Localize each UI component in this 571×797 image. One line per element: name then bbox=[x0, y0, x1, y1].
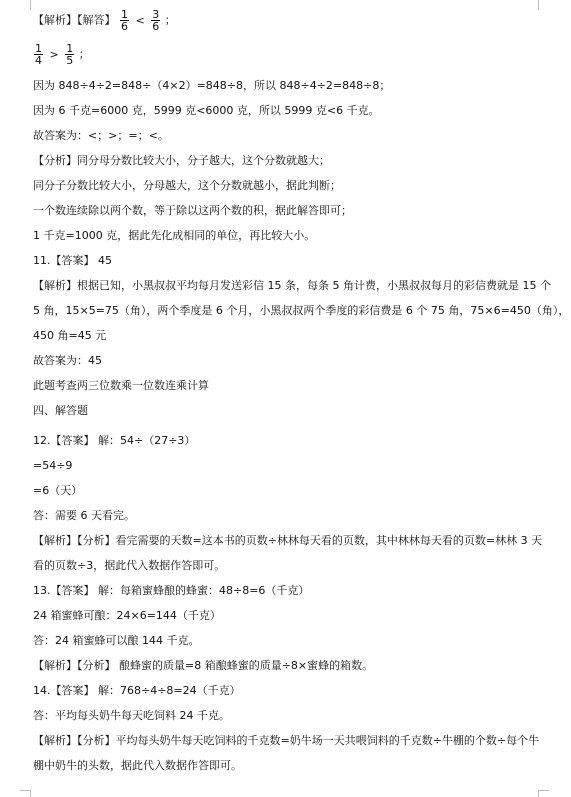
text-line: 【解析】根据已知，小黑叔叔平均每月发送彩信 15 条，每条 5 角计费，小黑叔叔每月的彩信费就是 15 个 bbox=[33, 279, 551, 292]
text-line: 此题考查两三位数乘一位数连乘计算 bbox=[33, 379, 209, 392]
page-corner-mark bbox=[538, 0, 549, 10]
text-line: 24 箱蜜蜂可酿：24×6=144（千克） bbox=[33, 609, 221, 622]
text-line: 看的页数÷3，据此代入数据作答即可。 bbox=[33, 559, 226, 572]
text-line: 一个数连续除以两个数，等于除以这两个数的积，据此解答即可； bbox=[33, 204, 352, 217]
text-line: 同分子分数比较大小，分母越大，这个分数就越小，据此判断； bbox=[33, 179, 341, 192]
compare-operator: > bbox=[49, 47, 59, 61]
text-line: 5 角，15×5=75（角），两个季度是 6 个月，小黑叔叔两个季度的彩信费是 6 个 75 角，75×6=450（角）， bbox=[33, 304, 570, 317]
compare-operator: < bbox=[135, 13, 145, 27]
text-line: 因为 6 千克=6000 克，5999 克<6000 克，所以 5999 克<6 千克。 bbox=[33, 104, 380, 117]
question-answer-heading: 12.【答案】 解：54÷（27÷3） bbox=[33, 434, 196, 447]
text-line: 【解析】【分析】平均每头奶牛每天吃饲料的千克数=奶牛场一天共喂饲料的千克数÷牛棚的个数÷每个牛 bbox=[33, 734, 540, 747]
text-line: 因为 848÷4÷2=848÷（4×2）=848÷8，所以 848÷4÷2=848÷8； bbox=[33, 79, 391, 92]
text-line: 答：24 箱蜜蜂可以酿 144 千克。 bbox=[33, 634, 200, 647]
answer-line-fraction-compare-2: $\frac{1}{4}$ > $\frac{1}{5}$ ； bbox=[35, 42, 90, 67]
page-corner-mark bbox=[538, 790, 549, 797]
page-corner-mark bbox=[20, 0, 31, 10]
fraction: $\frac{1}{4}$ bbox=[35, 42, 42, 67]
text-line: =54÷9 bbox=[33, 459, 73, 472]
fraction: $\frac{1}{5}$ bbox=[66, 42, 74, 67]
question-answer-heading: 14.【答案】 解：768÷4÷8=24（千克） bbox=[33, 684, 241, 697]
text-line: 【解析】【分析】看完需要的天数=这本书的页数÷林林每天看的页数，其中林林每天看的页数=林林 3 天 bbox=[33, 534, 543, 547]
fraction: $\frac{3}{6}$ bbox=[152, 8, 160, 33]
text-line: 答：平均每头奶牛每天吃饲料 24 千克。 bbox=[33, 709, 230, 722]
text-line: =6（天） bbox=[33, 484, 83, 497]
text-line: 棚中奶牛的头数，据此代入数据作答即可。 bbox=[33, 759, 242, 772]
page-corner-mark bbox=[20, 790, 31, 797]
question-answer-heading: 13.【答案】 解：每箱蜜蜂酿的蜂蜜：48÷8=6（千克） bbox=[33, 584, 310, 597]
fraction: $\frac{1}{6}$ bbox=[121, 8, 128, 33]
text-line: 450 角=45 元 bbox=[33, 329, 107, 342]
text-line: 1 千克=1000 克，据此先化成相同的单位，再比较大小。 bbox=[33, 229, 316, 242]
text-line: 故答案为：45 bbox=[33, 354, 102, 367]
text-line: 【解析】【分析】 酿蜂蜜的质量=8 箱酿蜂蜜的质量÷8×蜜蜂的箱数。 bbox=[33, 659, 374, 672]
question-answer-heading: 11.【答案】 45 bbox=[33, 254, 112, 267]
section-heading: 四、解答题 bbox=[33, 404, 88, 417]
line-prefix: 【解析】【解答】 bbox=[33, 13, 116, 27]
text-line: 答：需要 6 天看完。 bbox=[33, 509, 135, 522]
answer-line-fraction-compare-1: 【解析】【解答】 $\frac{1}{6}$ < $\frac{3}{6}$ ； bbox=[33, 8, 176, 33]
text-line: 故答案为：<；>；=；<。 bbox=[33, 129, 169, 142]
text-line: 【分析】同分母分数比较大小，分子越大，这个分数就越大； bbox=[33, 154, 330, 167]
